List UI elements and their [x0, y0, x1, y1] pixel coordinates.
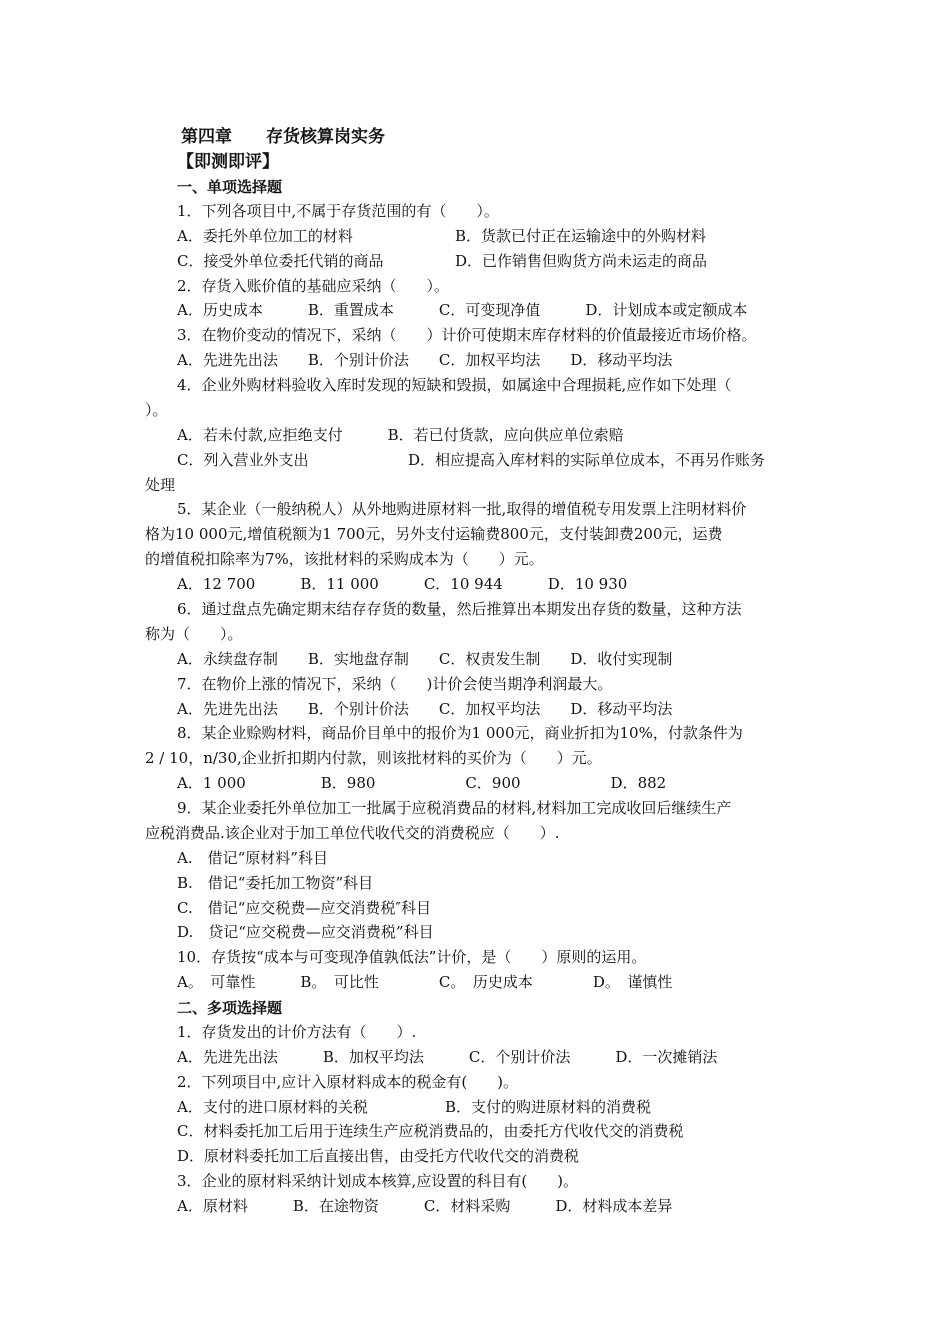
option-line: A．支付的进口原材料的关税	[177, 1098, 368, 1116]
option-line: A．委托外单位加工的材料	[177, 227, 353, 245]
question-line: 格为10 000元,增值税额为1 700元，另外支付运输费800元，支付装卸费200元，运费	[145, 525, 723, 543]
option-line: A．12 700 B．11 000 C．10 944 D．10 930	[177, 575, 628, 593]
option-line: C．接受外单位委托代销的商品	[177, 252, 384, 270]
question-line: 1．下列各项目中,不属于存货范围的有（ ）。	[177, 202, 499, 220]
option-line: B．支付的购进原材料的消费税	[445, 1098, 652, 1116]
question-line: 5．某企业（一般纳税人）从外地购进原材料一批,取得的增值税专用发票上注明材料价	[177, 500, 747, 518]
option-line: C．材料委托加工后用于连续生产应税消费品的，由委托方代收代交的消费税	[177, 1122, 684, 1140]
question-line: 2．下列项目中,应计入原材料成本的税金有( )。	[177, 1073, 519, 1091]
option-line: B. 借记“委托加工物资”科目	[177, 874, 374, 892]
section-heading-single-choice: 一、单项选择题	[177, 178, 283, 196]
option-line: A。 可靠性 B。 可比性 C。 历史成本 D。 谨慎性	[177, 973, 673, 991]
question-line: 称为（ ）。	[145, 625, 243, 643]
question-line: 3．在物价变动的情况下，采纳（ ）计价可使期末库存材料的价值最接近市场价格。	[177, 326, 757, 344]
option-line: A．1 000 B．980 C．900 D．882	[177, 774, 667, 792]
option-line: A．先进先出法 B．个别计价法 C．加权平均法 D．移动平均法	[177, 351, 673, 369]
option-line: D．原材料委托加工后直接出售，由受托方代收代交的消费税	[177, 1147, 580, 1165]
section-heading-multiple-choice: 二、多项选择题	[177, 999, 283, 1017]
question-line: 1．存货发出的计价方法有（ ）.	[177, 1023, 417, 1041]
question-line: ）。	[145, 401, 168, 419]
subtitle: 【即测即评】	[177, 152, 279, 172]
question-line: 2．存货入账价值的基础应采纳（ ）。	[177, 277, 450, 295]
option-line: A．先进先出法 B．加权平均法 C．个别计价法 D．一次摊销法	[177, 1048, 718, 1066]
chapter-title: 第四章 存货核算岗实务	[181, 127, 385, 147]
option-line: A．若未付款,应拒绝支付 B．若已付货款，应向供应单位索赔	[177, 426, 624, 444]
option-line: D．相应提高入库材料的实际单位成本，不再另作账务	[408, 451, 766, 469]
option-line: C．列入营业外支出	[177, 451, 309, 469]
option-line: A．原材料 B．在途物资 C．材料采购 D．材料成本差异	[177, 1197, 673, 1215]
question-line: 4．企业外购材料验收入库时发现的短缺和毁损，如属途中合理损耗,应作如下处理（	[177, 376, 732, 394]
question-line: 10．存货按“成本与可变现净值孰低法”计价，是（ ）原则的运用。	[177, 948, 647, 966]
option-line: C. 借记“应交税费—应交消费税″科目	[177, 899, 431, 917]
question-line: 的增值税扣除率为7%，该批材料的采购成本为（ ）元。	[145, 550, 544, 568]
option-line: A．永续盘存制 B．实地盘存制 C．权责发生制 D．收付实现制	[177, 650, 673, 668]
option-line: A．先进先出法 B．个别计价法 C．加权平均法 D．移动平均法	[177, 700, 673, 718]
option-line: 处理	[145, 476, 176, 494]
option-line: A. 借记“原材料”科目	[177, 849, 328, 867]
question-line: 6．通过盘点先确定期末结存存货的数量，然后推算出本期发出存货的数量，这种方法	[177, 600, 742, 618]
question-line: 2 / 10，n/30,企业折扣期内付款，则该批材料的买价为（ ）元。	[145, 749, 602, 767]
option-line: A．历史成本 B．重置成本 C．可变现净值 D．计划成本或定额成本	[177, 301, 748, 319]
option-line: B．货款已付正在运输途中的外购材料	[455, 227, 707, 245]
option-line: D. 贷记“应交税费—应交消费税”科目	[177, 923, 434, 941]
question-line: 9．某企业委托外单位加工一批属于应税消费品的材料,材料加工完成收回后继续生产	[177, 799, 732, 817]
question-line: 8．某企业赊购材料，商品价目单中的报价为1 000元，商业折扣为10%，付款条件为	[177, 724, 743, 742]
option-line: D．已作销售但购货方尚未运走的商品	[455, 252, 708, 270]
question-line: 3．企业的原材料采纳计划成本核算,应设置的科目有( )。	[177, 1172, 579, 1190]
question-line: 7．在物价上涨的情况下，采纳（ )计价会使当期净利润最大。	[177, 675, 613, 693]
question-line: 应税消费品.该企业对于加工单位代收代交的消费税应（ ）.	[145, 824, 560, 842]
